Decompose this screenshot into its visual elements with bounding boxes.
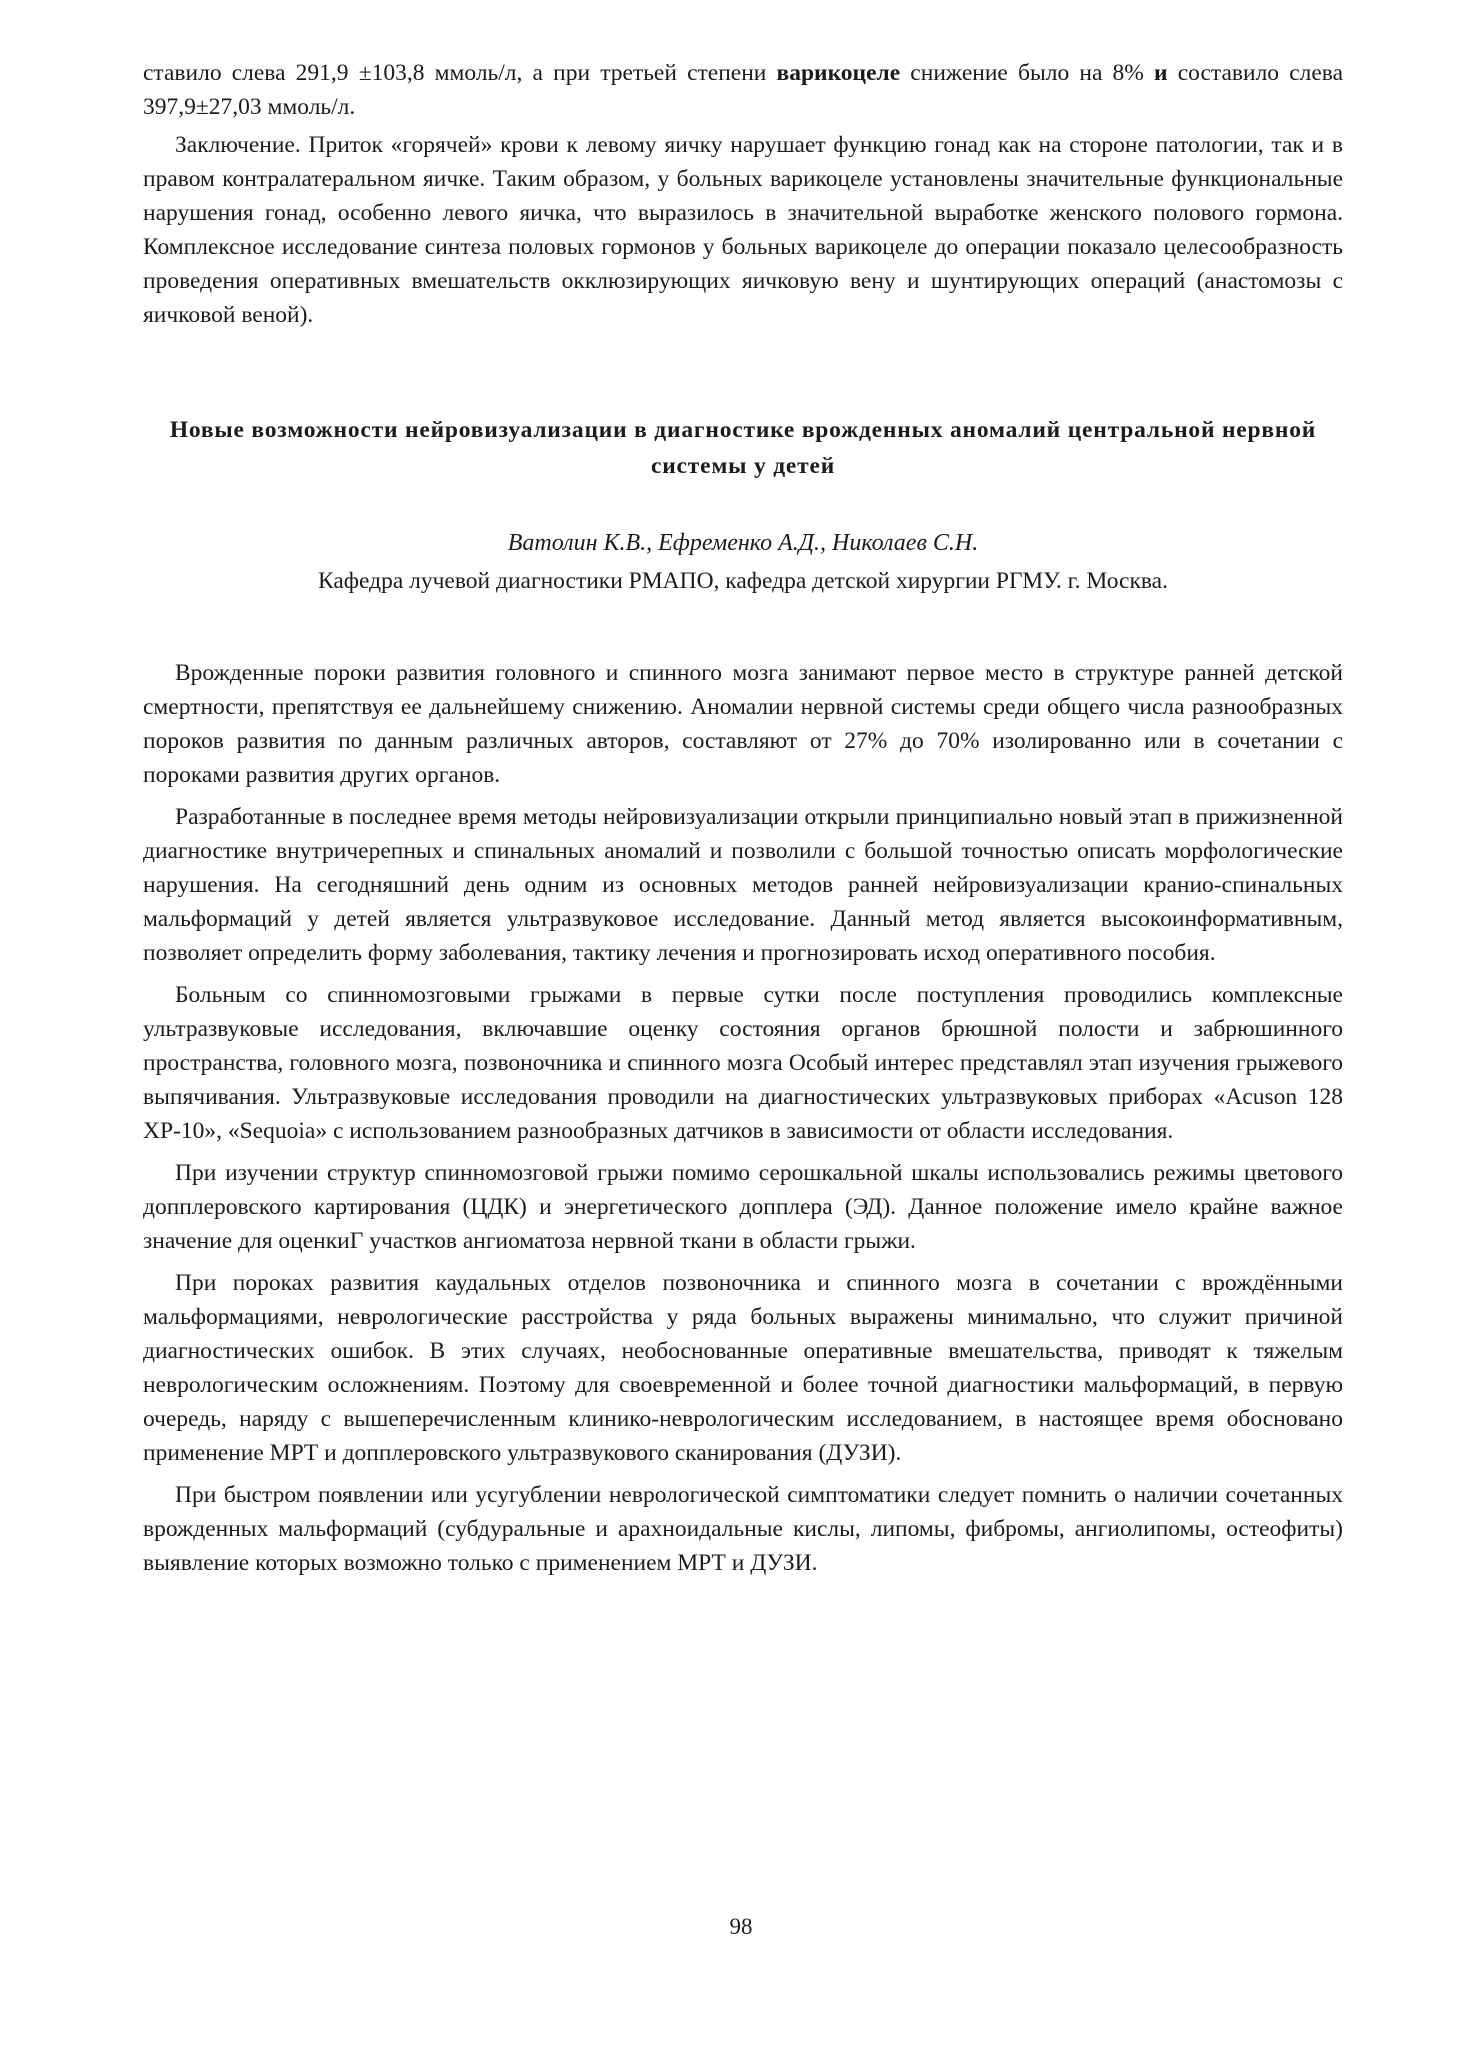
body-paragraph-5: При пороках развития каудальных отделов позвоночника и спинного мозга в сочетании с врождёнными мальформациями, неврологические расстройства у ряда больных выражены минимально, что служит причиной диагностических ошибок. В этих случаях, необоснованные оперативные вмешательства, приводят к тяжелым неврологическим осложнениям. Поэтому для своевременной и более точной диагностики мальформаций, в первую очередь, наряду с вышеперечисленным клинико-неврологическим исследованием, в настоящее время обосновано применение МРТ и допплеровского ультразвукового сканирования (ДУЗИ). xyxy=(143,1270,1343,1466)
conclusion-paragraph: Заключение. Приток «горячей» крови к левому яичку нарушает функцию гонад как на стороне патологии, так и в правом контралатеральном яичке. Таким образом, у больных варикоцеле установлены значительные функциональные нарушения гонад, особенно левого яичка, что выразилось в значительной выработке женского полового гормона. Комплексное исследование синтеза половых гормонов у больных варикоцеле до операции показало целесообразность проведения оперативных вмешательств окклюзирующих яичковую вену и шунтирующих операций (анастомозы с яичковой веной). xyxy=(143,132,1343,328)
body-paragraph-4: При изучении структур спинномозговой грыжи помимо серошкальной шкалы использовались режимы цветового допплеровского картирования (ЦДК) и энергетического допплера (ЭД). Данное положение имело крайне важное значение для оценкиГ участков ангиоматоза нервной ткани в области грыжи. xyxy=(143,1160,1343,1254)
page-number: 98 xyxy=(729,1914,753,1939)
intro-results-paragraph xyxy=(143,56,1343,124)
article-affiliation: Кафедра лучевой диагностики РМАПО, кафедра детской хирургии РГМУ. г. Москва. xyxy=(317,568,1168,594)
intro-text-2: снижение было на 8% xyxy=(900,60,1155,86)
intro-bold-and: и xyxy=(1154,60,1168,86)
body-paragraph-3: Больным со спинномозговыми грыжами в первые сутки после поступления проводились комплексные ультразвуковые исследования, включавшие оценку состояния органов брюшной полости и забрюшинного пространства, головного мозга, позвоночника и спинного мозга Особый интерес представлял этап изучения грыжевого выпячивания. Ультразвуковые исследования проводили на диагностических ультразвуковых приборах «Acuson 128 XP-10», «Sequoia» с использованием разнообразных датчиков в зависимости от области исследования. xyxy=(143,982,1343,1144)
intro-text-1: ставило слева 291,9 ±103,8 ммоль/л, а при третьей степени xyxy=(143,60,777,86)
document-page xyxy=(143,56,1343,1580)
article-authors: Ватолин К.В., Ефременко А.Д., Николаев С.Н. xyxy=(507,530,979,556)
intro-bold-varicocele: варикоцеле xyxy=(776,60,901,86)
body-paragraph-2: Разработанные в последнее время методы нейровизуализации открыли принципиально новый этап в прижизненной диагностике внутричерепных и спинальных аномалий и позволили с большой точностью описать морфологические нарушения. На сегодняшний день одним из основных методов ранней нейровизуализации кранио-спинальных мальформаций у детей является ультразвуковое исследование. Данный метод является высокоинформативным, позволяет определить форму заболевания, тактику лечения и прогнозировать исход оперативного пособия. xyxy=(143,804,1343,966)
article-title: Новые возможности нейровизуализации в диагностике врожденных аномалий центральной нервной системы у детей xyxy=(169,417,1317,479)
body-paragraph-6: При быстром появлении или усугублении неврологической симптоматики следует помнить о наличии сочетанных врожденных мальформаций (субдуральные и арахноидальные кислы, липомы, фибромы, ангиолипомы, остеофиты) выявление которых возможно только с применением МРТ и ДУЗИ. xyxy=(143,1482,1343,1576)
body-paragraph-1: Врожденные пороки развития головного и спинного мозга занимают первое место в структуре ранней детской смертности, препятствуя ее дальнейшему снижению. Аномалии нервной системы среди общего числа разнообразных пороков развития по данным различных авторов, составляют от 27% до 70% изолированно или в сочетании с пороками развития других органов. xyxy=(143,660,1343,788)
intro-text-3: составило слева 397,9±27,03 ммоль/л. xyxy=(143,60,1344,120)
